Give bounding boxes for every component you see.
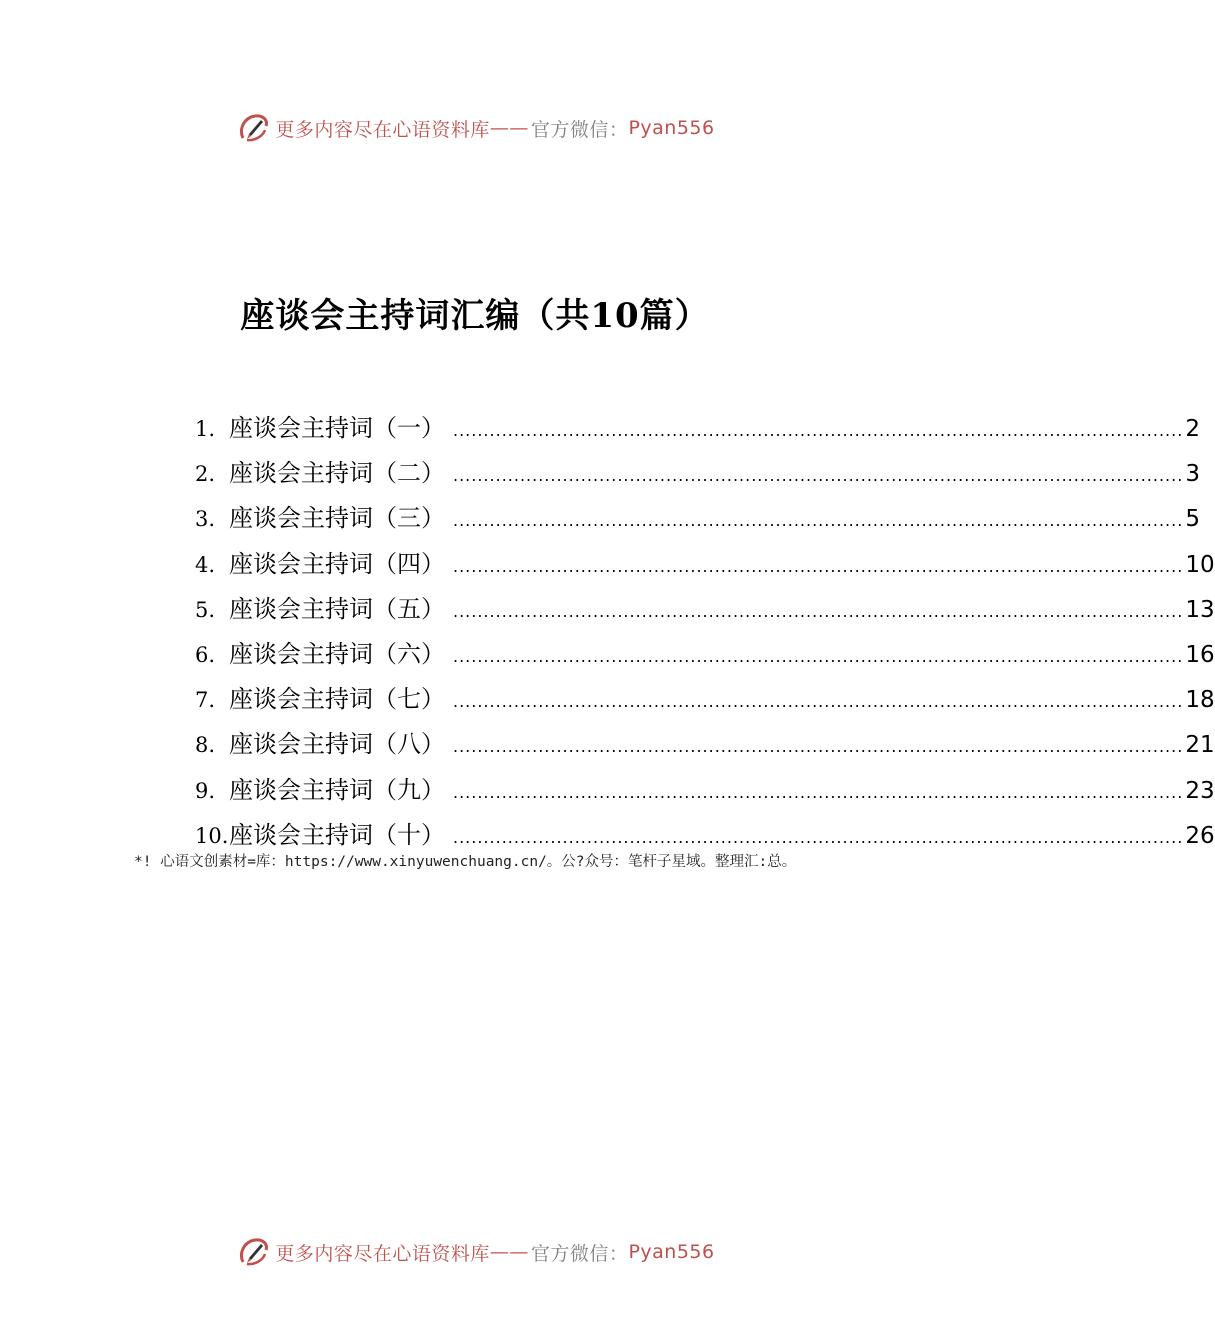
toc-item-number: 2. bbox=[195, 462, 216, 487]
toc-item-8[interactable] bbox=[195, 724, 1215, 769]
toc-item-page: 18 bbox=[1185, 687, 1215, 714]
header-banner[interactable] bbox=[0, 108, 950, 148]
toc-item-page: 26 bbox=[1185, 822, 1215, 849]
toc-item-number: 7. bbox=[195, 688, 216, 713]
toc-item-label: 座谈会主持词（八） bbox=[229, 730, 445, 759]
toc-item-label: 座谈会主持词（三） bbox=[229, 504, 445, 533]
toc-item-6[interactable] bbox=[195, 634, 1215, 679]
toc-leader-dots: ........................................................................................................................ bbox=[453, 737, 1184, 757]
toc-item-number: 8. bbox=[195, 733, 216, 758]
toc-item-number: 1. bbox=[195, 417, 216, 441]
banner-wechat-id: Pyan556 bbox=[628, 117, 715, 139]
banner-dash: —— bbox=[489, 117, 529, 139]
toc-item-number: 4. bbox=[195, 552, 216, 577]
toc-item-page: 5 bbox=[1185, 506, 1200, 533]
toc-item-label: 座谈会主持词（四） bbox=[229, 549, 445, 578]
toc-item-page: 16 bbox=[1185, 641, 1215, 668]
table-of-contents bbox=[195, 408, 1215, 860]
toc-leader-dots: ........................................................................................................................ bbox=[453, 692, 1184, 712]
toc-leader-dots: ........................................................................................................................ bbox=[453, 782, 1184, 802]
toc-item-1[interactable] bbox=[195, 408, 1200, 453]
toc-item-page: 21 bbox=[1185, 732, 1215, 759]
toc-item-page: 2 bbox=[1185, 416, 1200, 442]
source-note: *! 心语文创素材=库：https://www.xinyuwenchuang.cn/。公?众号：笔杆子星域。整理汇:总。 bbox=[134, 854, 797, 870]
page-title: 座谈会主持词汇编（共10篇） bbox=[240, 296, 710, 336]
toc-item-label: 座谈会主持词（五） bbox=[229, 594, 445, 623]
toc-leader-dots: ........................................................................................................................ bbox=[453, 421, 1184, 440]
toc-item-9[interactable] bbox=[195, 770, 1215, 815]
toc-item-label: 座谈会主持词（七） bbox=[229, 685, 445, 714]
toc-item-page: 10 bbox=[1185, 551, 1215, 578]
toc-item-page: 13 bbox=[1185, 596, 1215, 623]
banner-dash: —— bbox=[489, 1241, 529, 1263]
banner-wechat-label: 官方微信： bbox=[530, 1242, 629, 1265]
banner-main-text: 更多内容尽在心语资料库 bbox=[275, 118, 490, 141]
toc-item-label: 座谈会主持词（一） bbox=[229, 414, 445, 442]
toc-item-4[interactable] bbox=[195, 544, 1215, 589]
toc-leader-dots: ........................................................................................................................ bbox=[453, 556, 1184, 576]
banner-wechat-label: 官方微信： bbox=[530, 118, 629, 141]
toc-item-3[interactable] bbox=[195, 498, 1200, 543]
toc-item-2[interactable] bbox=[195, 453, 1200, 498]
toc-leader-dots: ........................................................................................................................ bbox=[453, 511, 1184, 531]
toc-item-number: 9. bbox=[195, 778, 216, 803]
toc-leader-dots: ........................................................................................................................ bbox=[453, 827, 1184, 847]
toc-item-label: 座谈会主持词（十） bbox=[229, 820, 445, 849]
toc-item-page: 3 bbox=[1185, 461, 1200, 488]
toc-item-number: 10. bbox=[195, 823, 229, 848]
toc-item-number: 6. bbox=[195, 642, 216, 667]
toc-item-label: 座谈会主持词（二） bbox=[229, 459, 445, 488]
toc-item-label: 座谈会主持词（六） bbox=[229, 639, 445, 668]
toc-item-7[interactable] bbox=[195, 679, 1215, 724]
toc-item-page: 23 bbox=[1185, 777, 1215, 804]
pen-logo-icon bbox=[235, 110, 271, 146]
toc-item-5[interactable] bbox=[195, 589, 1215, 634]
pen-logo-icon bbox=[235, 1234, 271, 1270]
banner-main-text: 更多内容尽在心语资料库 bbox=[275, 1242, 490, 1265]
toc-item-number: 5. bbox=[195, 597, 216, 622]
toc-item-label: 座谈会主持词（九） bbox=[229, 775, 445, 804]
toc-leader-dots: ........................................................................................................................ bbox=[453, 466, 1184, 486]
toc-item-number: 3. bbox=[195, 507, 216, 532]
banner-wechat-id: Pyan556 bbox=[628, 1241, 715, 1263]
toc-leader-dots: ........................................................................................................................ bbox=[453, 601, 1184, 621]
footer-banner[interactable] bbox=[0, 1232, 950, 1272]
toc-leader-dots: ........................................................................................................................ bbox=[453, 646, 1184, 666]
